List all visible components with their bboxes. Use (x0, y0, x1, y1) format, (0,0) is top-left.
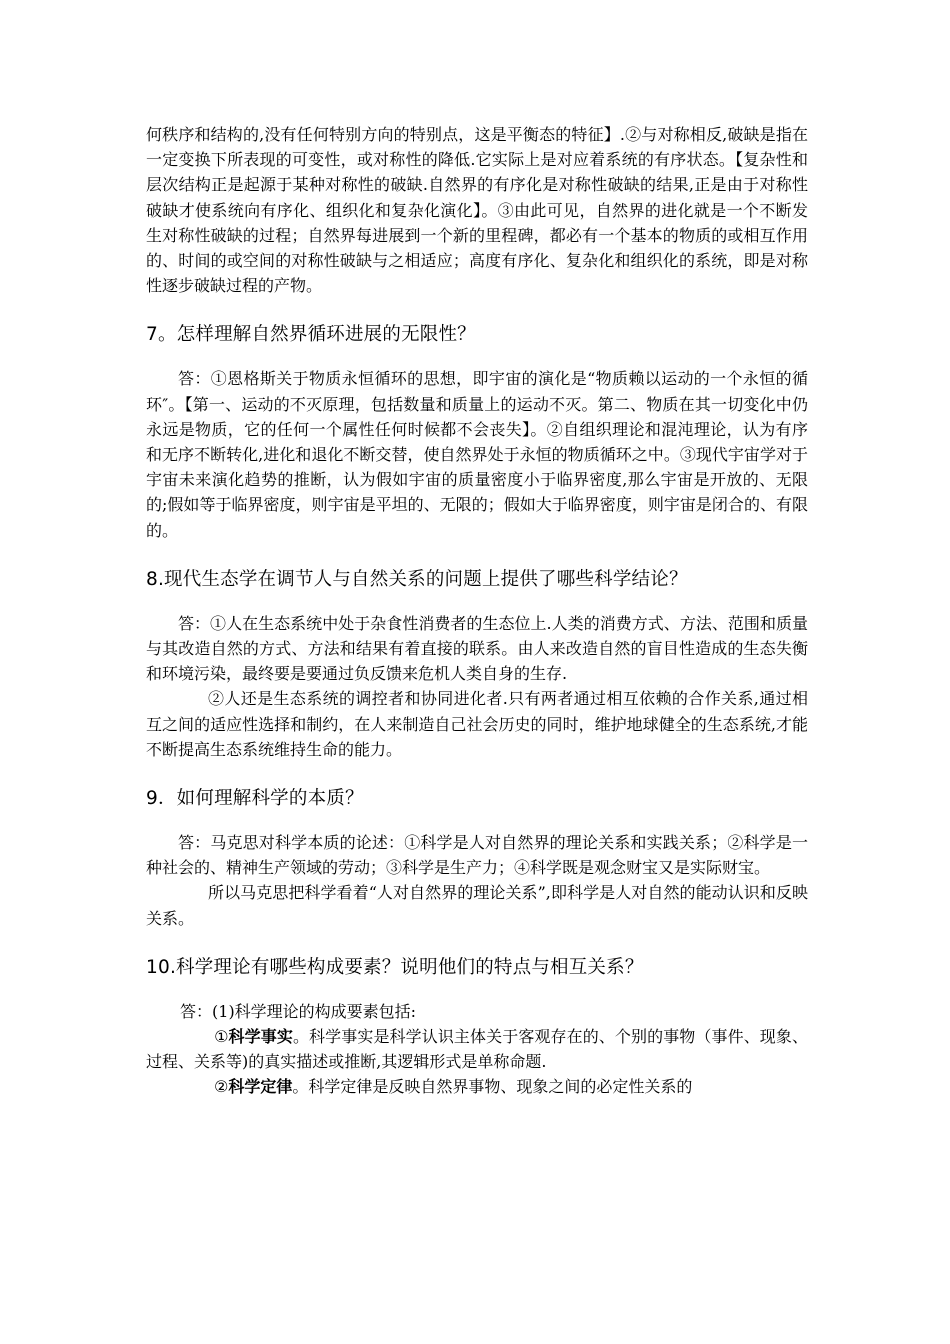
question-10-heading: 10.科学理论有哪些构成要素？说明他们的特点与相互关系？ (146, 956, 644, 978)
components-intro: (1)科学理论的构成要素包括: (212, 1001, 417, 1021)
answer-prefix: 答： (180, 1001, 213, 1021)
question-10-intro (146, 999, 808, 1024)
item-1-text: 。科学事实是科学认识主体关于客观存在的、个别的事物（事件、现象、过程、关系等)的真实描述或推断,其逻辑形式是单称命题. (146, 1027, 808, 1072)
document-page (146, 122, 808, 1100)
section6-tail-paragraph: 何秩序和结构的,没有任何特别方向的特别点，这是平衡态的特征】.②与对称相反,破缺是指在一定变换下所表现的可变性，或对称性的降低.它实际上是对应着系统的有序状态。【复杂性和层次结构正是起源于某种对称性的破缺.自然界的有序化是对称性破缺的结果,正是由于对称性破缺才使系统向有序化、组织化和复杂化演化】。③由此可见，自然界的进化就是一个不断发生对称性破缺的过程；自然界每进展到一个新的里程碑，都必有一个基本的物质的或相互作用的、时间的或空间的对称性破缺与之相适应；高度有序化、复杂化和组织化的系统，即是对称性逐步破缺过程的产物。 (146, 125, 808, 296)
question-9-heading: 9．如何理解科学的本质？ (146, 788, 364, 810)
question-8-answer-part1: 答：①人在生态系统中处于杂食性消费者的生态位上.人类的消费方式、方法、范围和质量与其改造自然的方式、方法和结果有着直接的联系。由人来改造自然的盲目性造成的生态失衡和环境污染，最终要是要通过负反馈来危机人类自身的生存. (146, 613, 808, 684)
question-8-heading: 8.现代生态学在调节人与自然关系的问题上提供了哪些科学结论？ (146, 568, 688, 590)
item-2-text: 。科学定律是反映自然界事物、现象之间的必定性关系的 (292, 1077, 693, 1097)
question-7-answer: 答：①恩格斯关于物质永恒循环的思想，即宇宙的演化是“物质赖以运动的一个永恒的循环″。【第一、运动的不灭原理，包括数量和质量上的运动不灭。第二、物质在其一切变化中仍永远是物质，它的任何一个属性任何时候都不会丧失】。②自组织理论和混沌理论，认为有序和无序不断转化,进化和退化不断交替，使自然界处于永恒的物质循环之中。③现代宇宙学对于宇宙未来演化趋势的推断，认为假如宇宙的质量密度小于临界密度,那么宇宙是开放的、无限的;假如等于临界密度，则宇宙是平坦的、无限的；假如大于临界密度，则宇宙是闭合的、有限的。 (146, 369, 808, 540)
question-10-item-2 (146, 1074, 808, 1099)
question-9-answer-part2: 所以马克思把科学看着“人对自然界的理论关系”,即科学是人对自然的能动认识和反映关系。 (146, 883, 808, 928)
question-8-answer-part2: ②人还是生态系统的调控者和协同进化者.只有两者通过相互依赖的合作关系,通过相互之间的适应性选择和制约，在人来制造自己社会历史的同时，维护地球健全的生态系统,才能不断提高生态系统维持生命的能力。 (146, 689, 808, 759)
item-1-number: ① (214, 1027, 229, 1047)
item-2-term: 科学定律 (228, 1077, 293, 1097)
question-7-heading: 7。怎样理解自然界循环进展的无限性？ (146, 324, 476, 346)
question-10-item-1 (146, 1024, 808, 1074)
item-2-number: ② (214, 1077, 229, 1097)
item-1-term: 科学事实 (228, 1027, 293, 1047)
question-9-answer-part1: 答：马克思对科学本质的论述：①科学是人对自然界的理论关系和实践关系；②科学是一种社会的、精神生产领域的劳动；③科学是生产力；④科学既是观念财宝又是实际财宝。 (146, 833, 808, 878)
